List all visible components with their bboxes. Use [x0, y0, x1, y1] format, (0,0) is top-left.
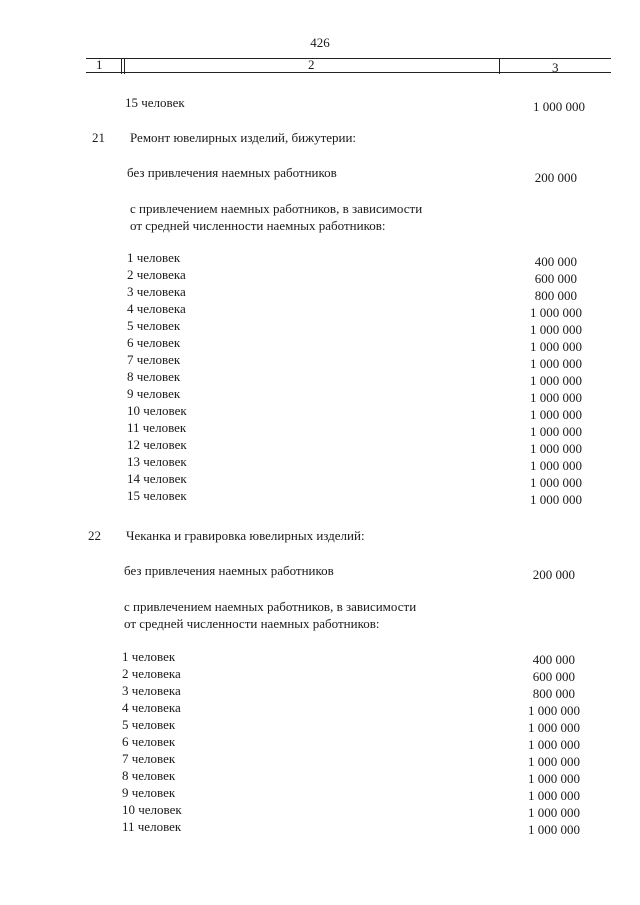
row-value: 1 000 000	[528, 822, 580, 837]
row-value: 1 000 000	[530, 356, 582, 371]
row-label: 1 человек	[122, 649, 176, 664]
row-label: 4 человека	[122, 700, 181, 715]
row-value: 1 000 000	[530, 339, 582, 354]
table-header	[86, 58, 611, 74]
row-value: 1 000 000	[528, 805, 580, 820]
row-value: 1 000 000	[528, 737, 580, 752]
row-label: 2 человека	[122, 666, 181, 681]
row-label: 8 человек	[127, 369, 181, 384]
row-label: 1 человек	[127, 250, 181, 265]
row-value: 600 000	[532, 669, 575, 684]
row-value: 1 000 000	[530, 407, 582, 422]
header-col-1: 1	[96, 57, 103, 72]
row-value: 1 000 000	[530, 441, 582, 456]
row-label: 14 человек	[127, 471, 187, 486]
row-label: 10 человек	[127, 403, 187, 418]
header-divider	[124, 58, 125, 74]
row-label: 5 человек	[127, 318, 181, 333]
without-employees-value: 200 000	[534, 170, 577, 185]
row-value: 800 000	[532, 686, 575, 701]
row-value: 600 000	[534, 271, 577, 286]
row-label: 7 человек	[127, 352, 181, 367]
row-label: 3 человека	[122, 683, 181, 698]
row-value: 1 000 000	[530, 458, 582, 473]
row-label: 7 человек	[122, 751, 176, 766]
with-employees-text: от средней численности наемных работников:	[130, 218, 386, 233]
row-label: 9 человек	[127, 386, 181, 401]
row-value: 1 000 000	[530, 305, 582, 320]
row-label: 2 человека	[127, 267, 186, 282]
section-title: Ремонт ювелирных изделий, бижутерии:	[130, 130, 357, 145]
row-value: 800 000	[534, 288, 577, 303]
row-value: 1 000 000	[528, 754, 580, 769]
row-value: 1 000 000	[528, 788, 580, 803]
with-employees-text: с привлечением наемных работников, в зависимости	[130, 201, 423, 216]
row-value: 1 000 000	[530, 390, 582, 405]
section-number: 21	[92, 130, 105, 145]
row-value: 1 000 000	[528, 720, 580, 735]
with-employees-text: с привлечением наемных работников, в зависимости	[124, 599, 417, 614]
section-title: Чеканка и гравировка ювелирных изделий:	[126, 528, 365, 543]
row-label: 6 человек	[127, 335, 181, 350]
header-top-rule	[86, 58, 611, 59]
section-number: 22	[88, 528, 101, 543]
row-label: 3 человека	[127, 284, 186, 299]
row-label: 4 человека	[127, 301, 186, 316]
row-value: 1 000 000	[530, 475, 582, 490]
row-value: 1 000 000	[528, 703, 580, 718]
page-number: 426	[310, 35, 330, 50]
header-divider	[121, 58, 122, 74]
row-label: 10 человек	[122, 802, 182, 817]
header-col-2: 2	[308, 57, 315, 72]
row-value: 400 000	[534, 254, 577, 269]
row-label: 8 человек	[122, 768, 176, 783]
without-employees-label: без привлечения наемных работников	[124, 563, 334, 578]
row-value: 400 000	[532, 652, 575, 667]
row-label: 12 человек	[127, 437, 187, 452]
row-value: 1 000 000	[530, 424, 582, 439]
row-label: 11 человек	[127, 420, 187, 435]
header-col-3: 3	[552, 60, 559, 75]
row-label: 5 человек	[122, 717, 176, 732]
with-employees-text: от средней численности наемных работников:	[124, 616, 380, 631]
row-label: 15 человек	[125, 95, 185, 110]
row-label: 6 человек	[122, 734, 176, 749]
row-label: 11 человек	[122, 819, 182, 834]
row-label: 9 человек	[122, 785, 176, 800]
row-value: 1 000 000	[530, 373, 582, 388]
row-value: 1 000 000	[530, 322, 582, 337]
row-value: 1 000 000	[528, 771, 580, 786]
row-label: 13 человек	[127, 454, 187, 469]
header-divider	[499, 58, 500, 74]
row-label: 15 человек	[127, 488, 187, 503]
without-employees-value: 200 000	[532, 567, 575, 582]
row-value: 1 000 000	[530, 492, 582, 507]
without-employees-label: без привлечения наемных работников	[127, 165, 337, 180]
row-value: 1 000 000	[533, 99, 585, 114]
header-bottom-rule	[86, 72, 611, 73]
